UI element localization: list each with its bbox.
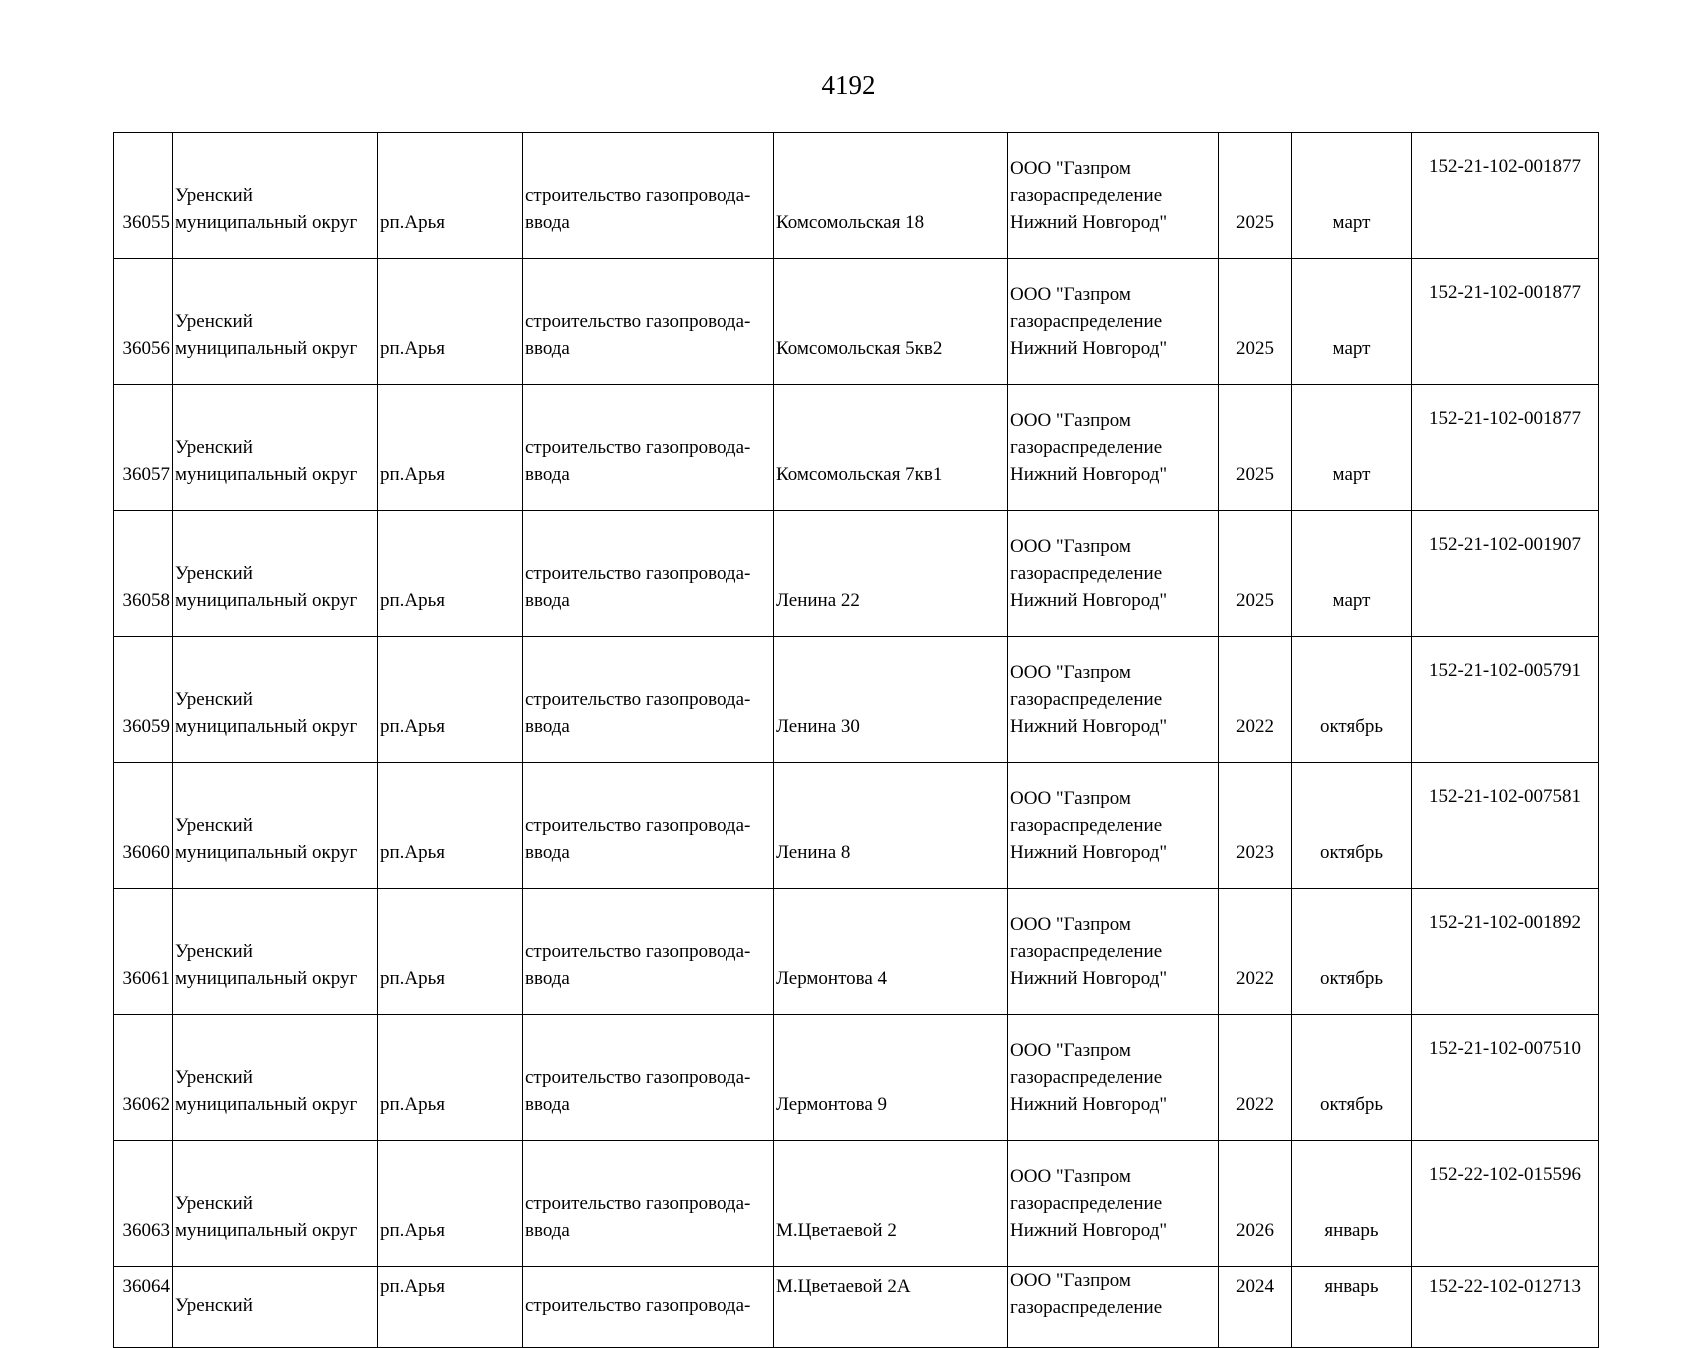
row-number: 36056 — [114, 259, 173, 385]
address-cell: Комсомольская 7кв1 — [774, 385, 1008, 511]
organization-cell — [1008, 637, 1219, 763]
work-type-cell — [523, 1267, 774, 1348]
organization-line: Нижний Новгород" — [1010, 716, 1168, 737]
month-cell: октябрь — [1292, 1015, 1412, 1141]
district-line: Уренский — [175, 1193, 253, 1214]
district-cell — [173, 511, 378, 637]
work-type-line: строительство газопровода- — [525, 1067, 751, 1088]
organization-line: ООО "Газпром — [1010, 788, 1131, 809]
address-cell: Ленина 30 — [774, 637, 1008, 763]
year-cell: 2025 — [1219, 385, 1292, 511]
year-cell: 2024 — [1219, 1267, 1292, 1348]
organization-line: Нижний Новгород" — [1010, 842, 1168, 863]
organization-cell — [1008, 133, 1219, 259]
organization-line: газораспределение — [1010, 1067, 1163, 1088]
organization-cell — [1008, 511, 1219, 637]
district-line: Уренский — [175, 689, 253, 710]
gas-connection-table — [113, 132, 1599, 1348]
address-cell: М.Цветаевой 2А — [774, 1267, 1008, 1348]
settlement-cell: рп.Арья — [378, 259, 523, 385]
work-type-line: строительство газопровода- — [525, 941, 751, 962]
table-row — [114, 1141, 1599, 1267]
work-type-line: строительство газопровода- — [525, 563, 751, 584]
settlement-cell: рп.Арья — [378, 1141, 523, 1267]
code-cell: 152-22-102-012713 — [1412, 1267, 1599, 1348]
district-line: муниципальный округ — [175, 590, 358, 611]
work-type-line: ввода — [525, 464, 570, 485]
settlement-cell: рп.Арья — [378, 763, 523, 889]
month-cell: январь — [1292, 1141, 1412, 1267]
district-line: Уренский — [175, 941, 253, 962]
table-row — [114, 1015, 1599, 1141]
work-type-line: ввода — [525, 590, 570, 611]
address-cell: Ленина 22 — [774, 511, 1008, 637]
year-cell: 2025 — [1219, 133, 1292, 259]
district-line: муниципальный округ — [175, 464, 358, 485]
organization-cell — [1008, 1015, 1219, 1141]
district-line: муниципальный округ — [175, 842, 358, 863]
work-type-line: строительство газопровода- — [525, 437, 751, 458]
organization-line: ООО "Газпром — [1010, 1166, 1131, 1187]
year-cell: 2022 — [1219, 889, 1292, 1015]
district-cell — [173, 259, 378, 385]
month-cell: октябрь — [1292, 637, 1412, 763]
district-cell — [173, 889, 378, 1015]
organization-line: газораспределение — [1010, 689, 1163, 710]
table-row — [114, 259, 1599, 385]
organization-cell — [1008, 763, 1219, 889]
work-type-line: строительство газопровода- — [525, 689, 751, 710]
work-type-line: ввода — [525, 1220, 570, 1241]
code-cell: 152-22-102-015596 — [1412, 1141, 1599, 1267]
work-type-cell — [523, 889, 774, 1015]
organization-line: ООО "Газпром — [1010, 284, 1131, 305]
code-cell: 152-21-102-007581 — [1412, 763, 1599, 889]
month-cell: март — [1292, 133, 1412, 259]
address-cell: Комсомольская 18 — [774, 133, 1008, 259]
work-type-cell — [523, 133, 774, 259]
work-type-cell — [523, 1141, 774, 1267]
settlement-cell: рп.Арья — [378, 889, 523, 1015]
month-cell: октябрь — [1292, 763, 1412, 889]
work-type-line: ввода — [525, 212, 570, 233]
table-row — [114, 133, 1599, 259]
organization-line: газораспределение — [1010, 815, 1163, 836]
organization-line: Нижний Новгород" — [1010, 464, 1168, 485]
organization-line: газораспределение — [1010, 437, 1163, 458]
row-number: 36055 — [114, 133, 173, 259]
row-number: 36058 — [114, 511, 173, 637]
table-row — [114, 637, 1599, 763]
month-cell: март — [1292, 511, 1412, 637]
month-cell: январь — [1292, 1267, 1412, 1348]
code-cell: 152-21-102-001892 — [1412, 889, 1599, 1015]
month-cell: октябрь — [1292, 889, 1412, 1015]
work-type-line: ввода — [525, 338, 570, 359]
work-type-line: строительство газопровода- — [525, 311, 751, 332]
district-line: муниципальный округ — [175, 716, 358, 737]
organization-line: ООО "Газпром — [1010, 536, 1131, 557]
row-number: 36061 — [114, 889, 173, 1015]
district-cell — [173, 763, 378, 889]
district-line: Уренский — [175, 311, 253, 332]
work-type-cell — [523, 385, 774, 511]
district-line: Уренский — [175, 815, 253, 836]
settlement-cell: рп.Арья — [378, 637, 523, 763]
address-cell: М.Цветаевой 2 — [774, 1141, 1008, 1267]
code-cell: 152-21-102-001877 — [1412, 133, 1599, 259]
organization-line: Нижний Новгород" — [1010, 968, 1168, 989]
district-line: Уренский — [175, 1067, 253, 1088]
district-line: Уренский — [175, 563, 253, 584]
organization-cell — [1008, 385, 1219, 511]
work-type-line: строительство газопровода- — [525, 185, 751, 206]
work-type-cell — [523, 259, 774, 385]
district-line: муниципальный округ — [175, 212, 358, 233]
table-row — [114, 1267, 1599, 1348]
code-cell: 152-21-102-005791 — [1412, 637, 1599, 763]
code-cell: 152-21-102-007510 — [1412, 1015, 1599, 1141]
organization-line: газораспределение — [1010, 185, 1163, 206]
table-row — [114, 889, 1599, 1015]
organization-line: газораспределение — [1010, 563, 1163, 584]
settlement-cell: рп.Арья — [378, 133, 523, 259]
row-number: 36057 — [114, 385, 173, 511]
row-number: 36060 — [114, 763, 173, 889]
district-line: муниципальный округ — [175, 968, 358, 989]
organization-line: газораспределение — [1010, 311, 1163, 332]
address-cell: Ленина 8 — [774, 763, 1008, 889]
organization-line: газораспределение — [1010, 941, 1163, 962]
organization-cell — [1008, 1141, 1219, 1267]
district-line: Уренский — [175, 437, 253, 458]
row-number: 36062 — [114, 1015, 173, 1141]
organization-line: ООО "Газпром — [1010, 914, 1131, 935]
row-number: 36063 — [114, 1141, 173, 1267]
district-cell — [173, 1141, 378, 1267]
work-type-line: строительство газопровода- — [525, 1295, 751, 1316]
organization-line: ООО "Газпром — [1010, 158, 1131, 179]
table-row — [114, 511, 1599, 637]
month-cell: март — [1292, 259, 1412, 385]
code-cell: 152-21-102-001877 — [1412, 259, 1599, 385]
work-type-line: ввода — [525, 968, 570, 989]
year-cell: 2022 — [1219, 637, 1292, 763]
page-number: 4192 — [821, 70, 876, 100]
row-number: 36064 — [114, 1267, 173, 1348]
organization-line: Нижний Новгород" — [1010, 1220, 1168, 1241]
settlement-cell: рп.Арья — [378, 1267, 523, 1348]
organization-line: ООО "Газпром — [1010, 410, 1131, 431]
organization-line: ООО "Газпром — [1010, 1270, 1131, 1291]
district-cell — [173, 133, 378, 259]
row-number: 36059 — [114, 637, 173, 763]
code-cell: 152-21-102-001907 — [1412, 511, 1599, 637]
address-cell: Комсомольская 5кв2 — [774, 259, 1008, 385]
work-type-line: ввода — [525, 716, 570, 737]
settlement-cell: рп.Арья — [378, 1015, 523, 1141]
organization-line: газораспределение — [1010, 1297, 1163, 1318]
district-cell — [173, 637, 378, 763]
organization-cell — [1008, 1267, 1219, 1348]
address-cell: Лермонтова 4 — [774, 889, 1008, 1015]
organization-line: Нижний Новгород" — [1010, 212, 1168, 233]
settlement-cell: рп.Арья — [378, 511, 523, 637]
organization-line: ООО "Газпром — [1010, 1040, 1131, 1061]
district-line: муниципальный округ — [175, 338, 358, 359]
organization-line: Нижний Новгород" — [1010, 590, 1168, 611]
year-cell: 2023 — [1219, 763, 1292, 889]
table-row — [114, 763, 1599, 889]
settlement-cell: рп.Арья — [378, 385, 523, 511]
district-cell — [173, 1015, 378, 1141]
year-cell: 2026 — [1219, 1141, 1292, 1267]
district-line: Уренский — [175, 1295, 253, 1316]
month-cell: март — [1292, 385, 1412, 511]
district-line: муниципальный округ — [175, 1094, 358, 1115]
work-type-cell — [523, 637, 774, 763]
organization-cell — [1008, 259, 1219, 385]
district-cell — [173, 385, 378, 511]
work-type-line: строительство газопровода- — [525, 1193, 751, 1214]
work-type-cell — [523, 511, 774, 637]
work-type-line: ввода — [525, 1094, 570, 1115]
address-cell: Лермонтова 9 — [774, 1015, 1008, 1141]
work-type-line: ввода — [525, 842, 570, 863]
organization-line: Нижний Новгород" — [1010, 338, 1168, 359]
work-type-cell — [523, 1015, 774, 1141]
work-type-line: строительство газопровода- — [525, 815, 751, 836]
year-cell: 2025 — [1219, 511, 1292, 637]
district-line: муниципальный округ — [175, 1220, 358, 1241]
code-cell: 152-21-102-001877 — [1412, 385, 1599, 511]
organization-line: ООО "Газпром — [1010, 662, 1131, 683]
organization-line: газораспределение — [1010, 1193, 1163, 1214]
organization-cell — [1008, 889, 1219, 1015]
district-cell — [173, 1267, 378, 1348]
work-type-cell — [523, 763, 774, 889]
district-line: Уренский — [175, 185, 253, 206]
year-cell: 2025 — [1219, 259, 1292, 385]
year-cell: 2022 — [1219, 1015, 1292, 1141]
organization-line: Нижний Новгород" — [1010, 1094, 1168, 1115]
table-row — [114, 385, 1599, 511]
